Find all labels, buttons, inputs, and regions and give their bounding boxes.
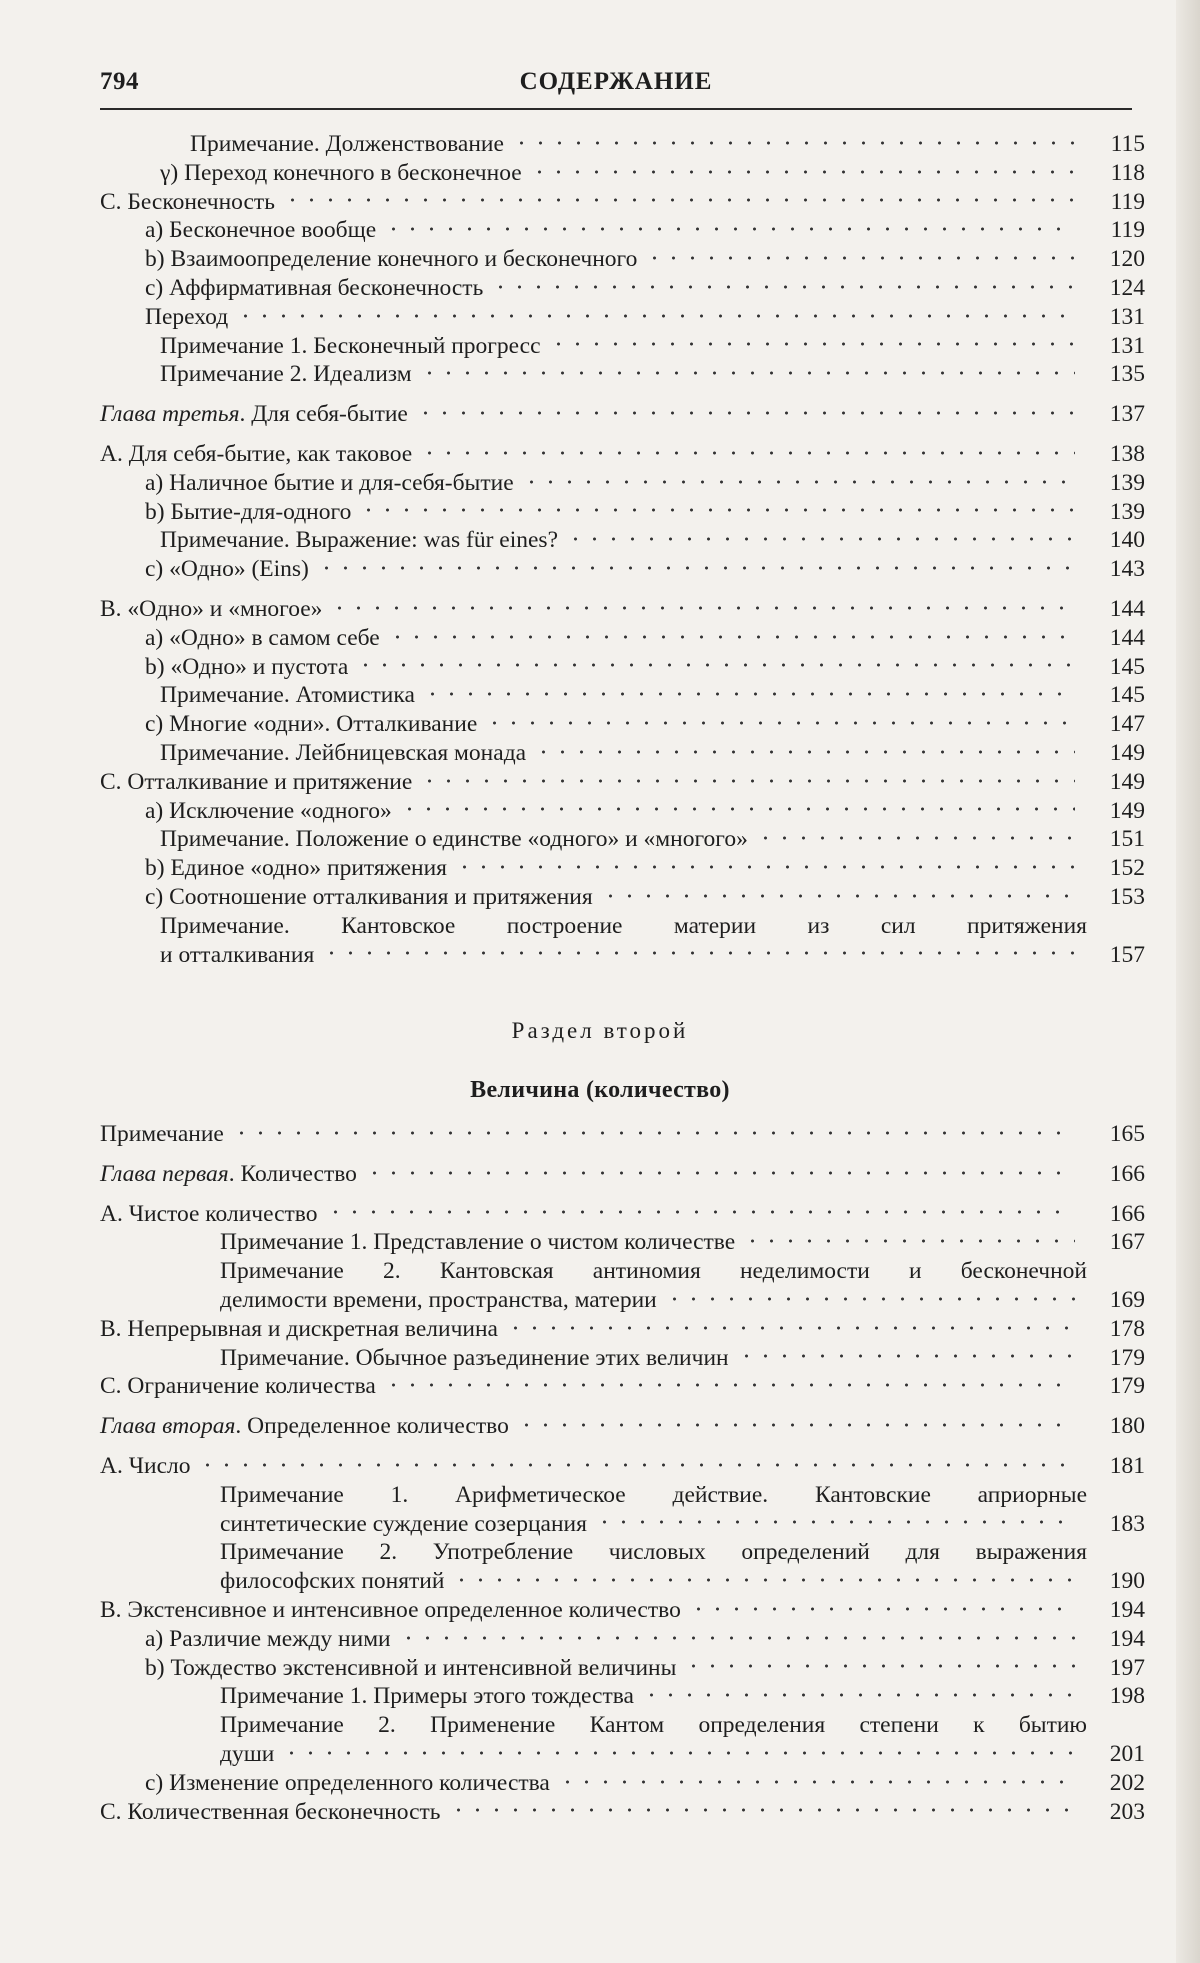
toc-page-number: 167 [1109,1229,1145,1256]
toc-entry-title-line: Примечание 2. Кантовская антиномия неделимости и бесконечной [220,1258,1087,1285]
toc-entry [100,130,1145,159]
dot-leader [236,305,1075,327]
toc-entry-row [220,1344,1145,1373]
toc-entry-title-line: Примечание 2. Применение Кантом определения степени к бытию [220,1712,1087,1739]
dot-leader [322,942,1075,964]
toc-page-number: 183 [1109,1510,1145,1537]
toc-entry-text: c) Изменение определенного количества [145,1769,550,1796]
dot-leader [534,741,1075,763]
toc-entry-text: философских понятий [220,1568,445,1595]
toc-entry-title-line: Примечание 2. Употребление числовых определений для выражения [220,1539,1087,1566]
toc-page-number: 119 [1110,188,1145,215]
section-title: Раздел второй [511,1018,689,1043]
dot-leader [359,499,1075,521]
toc-entry-row [100,1412,1145,1441]
toc-entry [100,1228,1145,1257]
toc-entry-title [100,1200,318,1229]
toc-page-number: 140 [1109,527,1145,554]
toc-entry-text: С. Бесконечность [100,188,275,215]
toc-page-number: 198 [1109,1683,1145,1710]
toc-entry-text: А. Число [100,1452,191,1479]
toc-entry-title [145,624,380,653]
toc-entry-row [160,332,1145,361]
dot-leader [530,161,1075,183]
toc-entry-title-line: Примечание. Кантовское построение материи из сил притяжения [160,912,1087,939]
toc-entry-row [160,159,1145,188]
toc-entry [100,1625,1145,1654]
toc-entry [100,1682,1145,1711]
dot-leader [517,1414,1075,1436]
toc-entry-row [145,1654,1145,1683]
toc-page-number: 147 [1109,711,1145,738]
toc-entry-row [145,883,1145,912]
dot-leader [645,247,1075,269]
toc-entry-title [160,825,748,854]
toc-entry-row [100,400,1145,429]
toc-entry-text: Примечание. Положение о единстве «одного» и «многого» [160,826,748,853]
toc-section-first [100,130,1145,969]
dot-leader [743,1230,1075,1252]
toc-entry [100,912,1145,970]
toc-entry-title [100,1452,190,1481]
toc-entry-row [100,440,1145,469]
dot-leader [399,1627,1075,1649]
toc-entry-title [160,526,558,555]
toc-page-number: 115 [1110,131,1145,157]
toc-page-number: 124 [1109,274,1145,301]
dot-leader [317,557,1075,579]
toc-page-number: 138 [1109,440,1145,467]
chapter-label: Глава первая [100,1160,229,1187]
toc-page-number: 145 [1109,653,1145,680]
toc-entry-row [160,825,1145,854]
dot-leader [522,471,1075,493]
toc-entry [100,1344,1145,1373]
toc-entry [100,739,1145,768]
toc-entry-title [100,1596,681,1625]
page-number: 794 [100,68,139,95]
toc-entry-title [145,710,477,739]
dot-leader [330,597,1075,619]
toc-page-number: 143 [1109,556,1145,583]
toc-entry-title [160,159,522,188]
toc-entry-row [100,188,1145,217]
toc-entry-title [220,1682,634,1711]
toc-entry-title [220,1344,729,1373]
toc-page-number: 194 [1109,1596,1145,1623]
toc-entry-row [145,653,1145,682]
toc-entry-row [145,216,1145,245]
toc-entry-title [220,1286,657,1315]
dot-leader [506,1317,1075,1339]
toc-page-number: 139 [1109,498,1145,525]
section-subtitle: Величина (количество) [470,1077,730,1103]
toc-entry-title [145,653,348,682]
toc-entry [100,188,1145,217]
toc-entry-title [220,1567,444,1596]
toc-entry-row [160,739,1145,768]
dot-leader [566,528,1075,550]
toc-entry-text: c) Аффирмативная бесконечность [145,274,484,301]
toc-entry-text: С. Количественная бесконечность [100,1798,441,1825]
dot-leader [449,1799,1076,1821]
toc-entry [100,825,1145,854]
toc-page-number: 178 [1109,1315,1145,1342]
dot-leader [601,885,1075,907]
toc-entry-row [145,274,1145,303]
toc-entry [100,710,1145,739]
toc-page-number: 197 [1109,1654,1145,1681]
toc-entry-title [100,595,322,624]
toc-entry [100,440,1145,469]
toc-entry-text: b) Тождество экстенсивной и интенсивной величины [145,1654,677,1681]
dot-leader [595,1511,1075,1533]
toc-page-number: 149 [1109,739,1145,766]
toc-entry-row [145,797,1145,826]
dot-leader [282,1742,1075,1764]
chapter-label: Глава вторая [100,1413,236,1440]
toc-entry [100,1711,1145,1769]
running-head: СОДЕРЖАНИЕ [519,68,713,95]
toc-page-number: 190 [1109,1568,1145,1595]
toc-entry [100,1160,1145,1189]
toc-entry [100,400,1145,429]
toc-entry [100,854,1145,883]
toc-entry-row [100,1596,1145,1625]
toc-entry [100,681,1145,710]
toc-page-number: 149 [1109,797,1145,824]
toc-entry-row [145,710,1145,739]
toc-entry [100,469,1145,498]
dot-leader [365,1162,1075,1184]
toc-entry-title [220,1740,274,1769]
dot-leader [384,1374,1075,1396]
toc-entry-title [145,854,447,883]
toc-entry-row [145,469,1145,498]
toc-entry-title [145,1654,676,1683]
toc-entry [100,1452,1145,1481]
toc-entry-text: Переход [145,303,229,330]
dot-leader [684,1655,1075,1677]
dot-leader [512,132,1075,154]
toc-entry-row [145,303,1145,332]
toc-page-number: 152 [1109,855,1145,882]
toc-entry-title [160,739,526,768]
toc-page-number: 118 [1110,159,1145,186]
toc-entry-text: Примечание 1. Бесконечный прогресс [160,332,541,359]
toc-entry-row [100,1452,1145,1481]
toc-page-number: 179 [1109,1344,1145,1371]
toc-entry-text: Примечание. Атомистика [160,682,415,709]
toc-entry-text: c) «Одно» (Eins) [145,556,309,583]
toc-entry [100,498,1145,527]
toc-entry-title [160,681,415,710]
toc-entry [100,1200,1145,1229]
toc-entry [100,555,1145,584]
toc-entry-text: Примечание. Выражение: was für eines? [160,527,558,554]
dot-leader [549,333,1075,355]
toc-entry-text: γ) Переход конечного в бесконечное [160,159,522,186]
toc-page-number: 119 [1110,217,1145,244]
toc-entry [100,1798,1145,1827]
toc-entry [100,1315,1145,1344]
toc-entry-text: души [220,1740,275,1767]
toc-entry-row [160,681,1145,710]
dot-leader [665,1288,1075,1310]
dot-leader [423,683,1075,705]
toc-entry-text: . Количество [228,1160,357,1187]
toc-entry-title [100,440,412,469]
toc-page-number: 131 [1109,332,1145,359]
toc-page-number: 145 [1109,682,1145,709]
toc-entry-text: Примечание 1. Примеры этого тождества [220,1683,634,1710]
toc-entry [100,1257,1145,1315]
toc-entry-title [145,1625,391,1654]
toc-entry-row [100,595,1145,624]
dot-leader [420,770,1075,792]
toc-entry-title [220,1510,587,1539]
dot-leader [452,1569,1075,1591]
toc-entry-row [160,526,1145,555]
dot-leader [232,1122,1075,1144]
toc-entry-text: a) Наличное бытие и для-себя-бытие [145,469,514,496]
toc-entry-text: Примечание 1. Представление о чистом количестве [220,1229,736,1256]
toc-entry-text: a) Исключение «одного» [145,797,392,824]
toc-page-number: 139 [1109,469,1145,496]
toc-entry-row [220,1510,1145,1539]
toc-entry-title [100,1798,441,1827]
toc-page-number: 151 [1109,826,1145,853]
toc-page-number: 120 [1109,246,1145,273]
toc-page-number: 166 [1109,1160,1145,1187]
toc-entry-row [145,498,1145,527]
toc-entry-title [100,1412,509,1441]
toc-entry [100,1412,1145,1441]
dot-leader [491,276,1075,298]
toc-entry-text: С. Ограничение количества [100,1373,376,1400]
toc-entry-title [220,1228,735,1257]
toc-entry-text: b) Взаимоопределение конечного и бесконечного [145,246,638,273]
dot-leader [558,1771,1075,1793]
toc-page-number: 180 [1109,1413,1145,1440]
dot-leader [420,362,1075,384]
toc-entry [100,1654,1145,1683]
toc-entry-title [145,797,392,826]
dot-leader [283,189,1075,211]
toc-entry-row [100,1200,1145,1229]
dot-leader [384,218,1075,240]
toc-entry [100,1481,1145,1539]
toc-entry-title [145,1769,550,1798]
toc-entry-row [220,1228,1145,1257]
toc-entry-title [100,1160,357,1189]
toc-entry-title [145,883,593,912]
toc-entry-title [160,360,412,389]
toc-entry-text: С. Отталкивание и притяжение [100,768,413,795]
toc-page-number: 181 [1109,1452,1145,1479]
toc-entry [100,624,1145,653]
toc-entry-text: c) Соотношение отталкивания и притяжения [145,883,593,910]
toc-entry [100,1120,1145,1149]
dot-leader [485,712,1075,734]
toc-entry-title [100,1315,498,1344]
toc-entry [100,216,1145,245]
toc-entry-row [220,1740,1145,1769]
toc-entry-text: синтетические суждение созерцания [220,1510,587,1537]
toc-entry-text: b) «Одно» и пустота [145,653,349,680]
toc-page-number: 194 [1109,1625,1145,1652]
toc-entry [100,883,1145,912]
toc-entry-text: Примечание. Долженствование [190,131,504,157]
toc-entry-row [145,1625,1145,1654]
toc-entry [100,1372,1145,1401]
toc-entry [100,274,1145,303]
toc-entry-row [220,1567,1145,1596]
toc-entry-row [100,1315,1145,1344]
toc-page-number: 135 [1109,361,1145,388]
toc-page-number: 131 [1109,303,1145,330]
toc-entry-row [220,1682,1145,1711]
toc-page-number: 153 [1109,883,1145,910]
toc-entry-text: А. Чистое количество [100,1200,318,1227]
toc-page-number: 144 [1109,624,1145,651]
toc-entry [100,797,1145,826]
toc-entry-title [100,1372,376,1401]
toc-entry-text: А. Для себя-бытие, как таковое [100,440,413,467]
toc-page-number: 149 [1109,768,1145,795]
toc-entry-text: a) «Одно» в самом себе [145,624,380,651]
toc-entry-text: Примечание [100,1121,224,1147]
toc-entry-title [160,332,541,361]
toc-entry-title [145,245,637,274]
dot-leader [420,442,1075,464]
toc-entry-title [145,216,376,245]
toc-entry-text: c) Многие «одни». Отталкивание [145,711,478,738]
toc-entry-title [100,400,408,429]
dot-leader [198,1454,1075,1476]
toc-entry [100,332,1145,361]
toc-entry-text: . Определенное количество [235,1413,509,1440]
toc-entry-row [145,245,1145,274]
toc-page-number: 203 [1109,1798,1145,1825]
toc-entry-text: Примечание. Обычное разъединение этих величин [220,1344,729,1371]
toc-entry [100,159,1145,188]
toc-entry-text: В. Экстенсивное и интенсивное определенное количество [100,1596,681,1623]
toc-entry-text: b) Бытие-для-одного [145,498,352,525]
toc-entry-row [100,768,1145,797]
toc-entry [100,768,1145,797]
toc-entry-text: b) Единое «одно» притяжения [145,855,447,882]
toc-entry [100,653,1145,682]
dot-leader [455,856,1075,878]
toc-entry [100,1769,1145,1798]
toc-entry-text: делимости времени, пространства, материи [220,1286,657,1313]
chapter-label: Глава третья [100,401,240,428]
toc-entry-text: Примечание. Лейбницевская монада [160,739,527,766]
toc-entry-row [100,1372,1145,1401]
page-header [100,68,1132,110]
toc-entry-title-line: Примечание 1. Арифметическое действие. Кантовские априорные [220,1481,1087,1508]
toc-entry-title [145,303,228,332]
toc-entry-row [100,1120,1145,1149]
toc-entry-title [100,1120,224,1149]
toc-entry-text: a) Бесконечное вообще [145,217,377,244]
toc-entry-title [100,768,412,797]
toc-entry-row [190,130,1145,159]
toc-page-number: 144 [1109,595,1145,622]
toc-entry-row [100,1798,1145,1827]
toc-entry [100,303,1145,332]
dot-leader [737,1345,1075,1367]
toc-entry-text: В. «Одно» и «многое» [100,595,323,622]
dot-leader [416,402,1075,424]
toc-page-number: 179 [1109,1373,1145,1400]
toc-entry-title [145,498,351,527]
toc-entry-text: a) Различие между ними [145,1625,391,1652]
toc-entry-text: В. Непрерывная и дискретная величина [100,1315,498,1342]
toc-page-number: 157 [1109,941,1145,968]
toc-entry [100,245,1145,274]
toc-page-number: 165 [1109,1121,1145,1147]
toc-page-number: 169 [1109,1286,1145,1313]
dot-leader [356,654,1075,676]
dot-leader [388,626,1075,648]
toc-entry-row [160,941,1145,970]
toc-section-second [100,1120,1145,1826]
toc-entry [100,595,1145,624]
toc-entry [100,1538,1145,1596]
toc-entry [100,360,1145,389]
dot-leader [400,798,1075,820]
toc-entry-text: Примечание 2. Идеализм [160,361,412,388]
dot-leader [642,1684,1075,1706]
dot-leader [326,1201,1076,1223]
toc-page-number: 166 [1109,1200,1145,1227]
toc-entry-title [100,188,275,217]
toc-entry-row [100,1160,1145,1189]
toc-page-number: 201 [1109,1740,1145,1767]
toc-entry-row [145,555,1145,584]
toc-entry-row [145,624,1145,653]
toc-entry-title [160,941,314,970]
toc-page-number: 202 [1109,1769,1145,1796]
toc-entry-row [145,1769,1145,1798]
dot-leader [689,1598,1075,1620]
toc-entry [100,526,1145,555]
toc-entry-text: и отталкивания [160,941,315,968]
toc-entry-row [160,360,1145,389]
toc-entry-title [145,555,309,584]
toc-entry-text: . Для себя-бытие [239,401,408,428]
toc-entry-title [145,274,483,303]
toc-page-number: 137 [1109,401,1145,428]
toc-entry-title [145,469,514,498]
toc-entry [100,1596,1145,1625]
toc-entry-row [145,854,1145,883]
toc-entry-row [220,1286,1145,1315]
toc-entry-title [190,130,504,159]
dot-leader [756,827,1075,849]
